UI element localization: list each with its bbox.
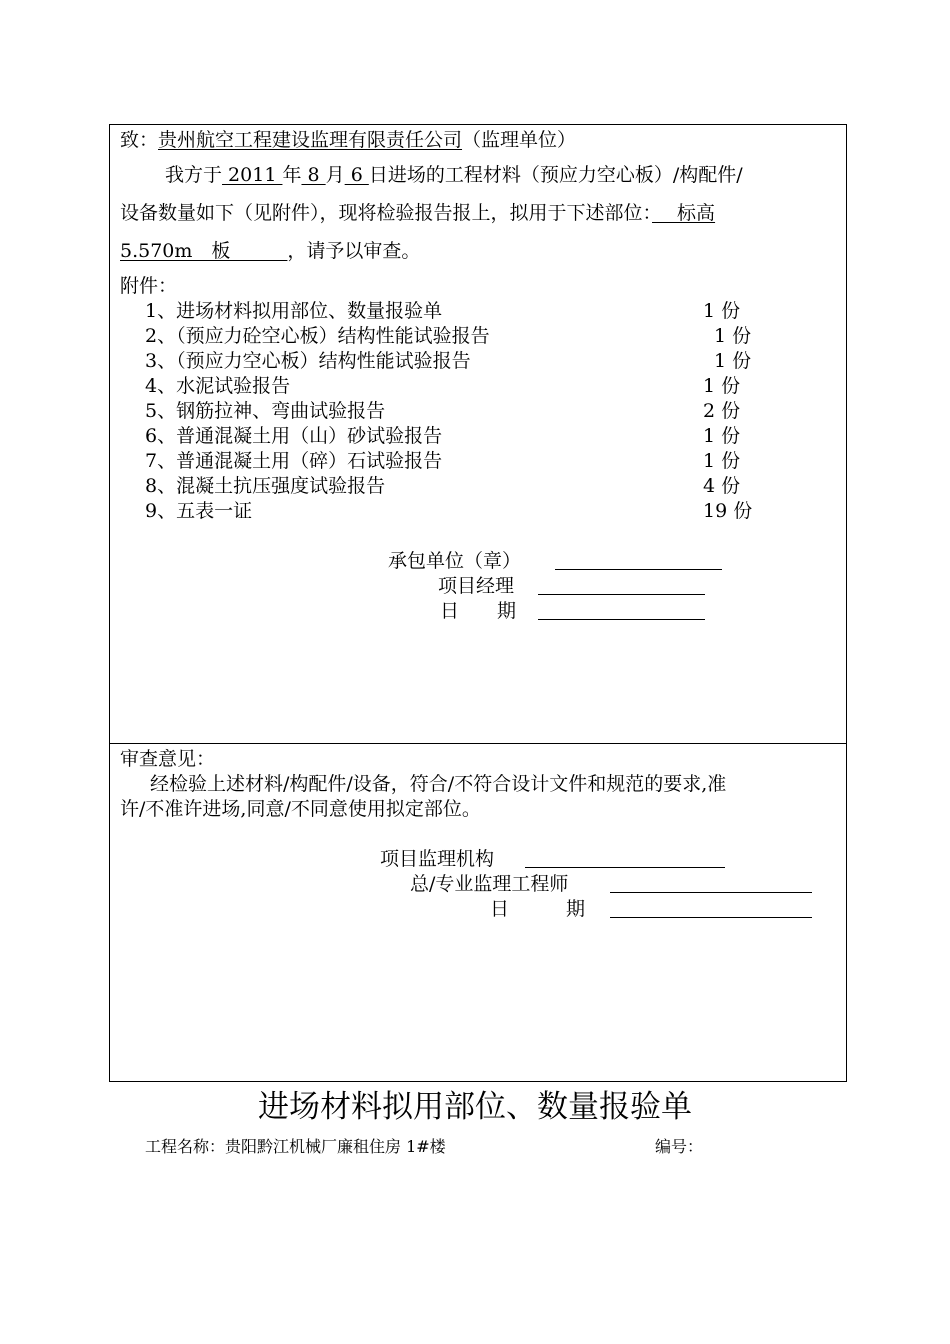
addressee-line [120, 128, 576, 152]
review-line-1: 经检验上述材料/构配件/设备，符合/不符合设计文件和规范的要求,准 [150, 773, 727, 795]
contractor-unit-label: 承包单位（章） [388, 550, 522, 572]
to-prefix: 致： [120, 129, 159, 151]
entry-year: 2011 [222, 164, 283, 186]
contractor-date-field[interactable] [538, 619, 705, 620]
list-item: 2、（预应力砼空心板）结构性能试验报告 [145, 325, 490, 347]
review-label: 审查意见： [120, 748, 216, 770]
statement-line-3 [120, 239, 420, 263]
attachments-label: 附件： [120, 275, 178, 297]
list-item: 6、普通混凝土用（山）砂试验报告 [145, 425, 443, 447]
section-divider [110, 743, 846, 744]
list-item: 9、五表一证 [145, 500, 253, 522]
to-suffix: （监理单位） [462, 129, 577, 151]
list-item-count: 2 份 [703, 400, 741, 422]
statement-line-3-rest: ，请予以审查。 [287, 240, 421, 262]
statement-prefix: 我方于 [165, 164, 223, 186]
project-manager-label: 项目经理 [438, 575, 515, 597]
statement-line-2 [120, 201, 715, 225]
list-item: 4、水泥试验报告 [145, 375, 291, 397]
list-item-count: 19 份 [703, 500, 753, 522]
statement-line-1-rest: 日进场的工程材料（预应力空心板）/构配件/ [368, 164, 743, 186]
review-date-label: 日 期 [490, 898, 586, 920]
supervision-agency-label: 项目监理机构 [380, 848, 495, 870]
project-name: 工程名称：贵阳黔江机械厂廉租住房 1#楼 [145, 1137, 446, 1156]
statement-line-2-text: 设备数量如下（见附件），现将检验报告报上，拟用于下述部位： [120, 202, 653, 224]
entry-month: 8 [301, 164, 326, 186]
list-item: 3、（预应力空心板）结构性能试验报告 [145, 350, 471, 372]
list-item-count: 1 份 [703, 450, 741, 472]
list-item: 7、普通混凝土用（碎）石试验报告 [145, 450, 443, 472]
list-item: 8、混凝土抗压强度试验报告 [145, 475, 386, 497]
list-item: 5、钢筋拉神、弯曲试验报告 [145, 400, 386, 422]
list-item-count: 1 份 [703, 425, 741, 447]
form-number-label: 编号： [655, 1137, 704, 1156]
project-manager-field[interactable] [538, 594, 705, 595]
month-label: 月 [325, 164, 345, 186]
statement-line-1 [165, 163, 743, 187]
list-item-count: 1 份 [714, 350, 752, 372]
supervisor-company: 贵州航空工程建设监理有限责任公司 [158, 129, 463, 151]
list-item-count: 1 份 [703, 375, 741, 397]
location-part-1: 标高 [652, 202, 716, 224]
list-item: 1、进场材料拟用部位、数量报验单 [145, 300, 443, 322]
location-part-2: 5.570m 板 [120, 240, 288, 262]
year-label: 年 [282, 164, 302, 186]
review-line-2: 许/不准许进场,同意/不同意使用拟定部位。 [120, 798, 481, 820]
form-title: 进场材料拟用部位、数量报验单 [258, 1089, 692, 1125]
entry-day: 6 [344, 164, 369, 186]
supervision-agency-field[interactable] [525, 867, 725, 868]
supervising-engineer-label: 总/专业监理工程师 [410, 873, 569, 895]
list-item-count: 1 份 [714, 325, 752, 347]
list-item-count: 4 份 [703, 475, 741, 497]
contractor-date-label: 日 期 [440, 600, 517, 622]
list-item-count: 1 份 [703, 300, 741, 322]
supervising-engineer-field[interactable] [610, 892, 812, 893]
form-box [109, 124, 847, 1082]
review-date-field[interactable] [610, 917, 812, 918]
contractor-unit-field[interactable] [555, 569, 722, 570]
